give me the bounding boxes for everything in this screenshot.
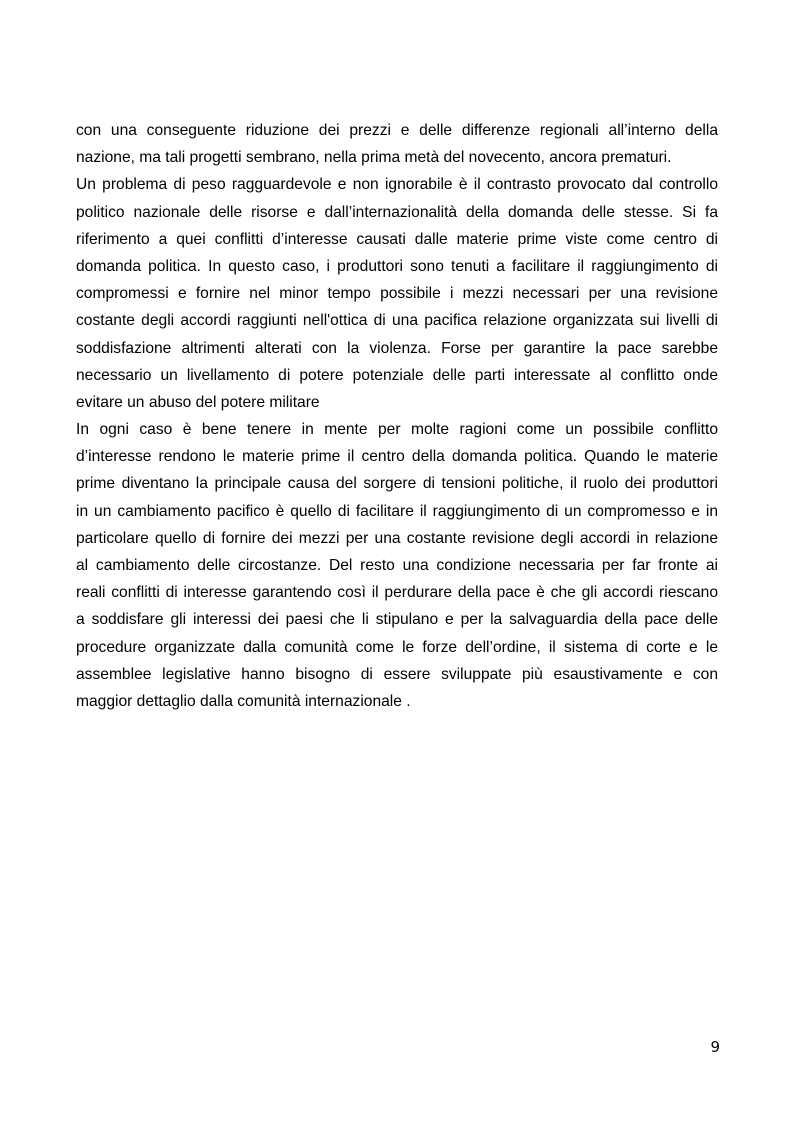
text-line: In ogni caso è bene tenere in mente per molte ragioni come un possibile conflitto <box>76 421 718 439</box>
text-line: con una conseguente riduzione dei prezzi e delle differenze regionali all’interno della <box>76 122 718 139</box>
text-line: costante degli accordi raggiunti nell'ottica di una pacifica relazione organizzata sui livelli di <box>76 312 718 330</box>
text-line: procedure organizzate dalla comunità come le forze dell’ordine, il sistema di corte e le <box>76 638 718 656</box>
text-line: a soddisfare gli interessi dei paesi che li stipulano e per la salvaguardia della pace delle <box>76 611 718 629</box>
text-line: politico nazionale delle risorse e dall’internazionalità della domanda delle stesse. Si fa <box>76 203 718 221</box>
text-line: compromessi e fornire nel minor tempo possibile i mezzi necessari per una revisione <box>76 285 718 303</box>
text-line: assemblee legislative hanno bisogno di essere sviluppate più esaustivamente e con <box>76 665 718 683</box>
text-line: d’interesse rendono le materie prime il centro della domanda politica. Quando le materie <box>76 448 718 466</box>
text-line: particolare quello di fornire dei mezzi per una costante revisione degli accordi in relazione <box>76 529 718 547</box>
text-line: nazione, ma tali progetti sembrano, nella prima metà del novecento, ancora prematuri. <box>76 149 672 167</box>
page-number: 9 <box>710 1038 720 1056</box>
text-line: prime diventano la principale causa del sorgere di tensioni politiche, il ruolo dei produttori <box>76 475 718 493</box>
text-line: riferimento a quei conflitti d’interesse causati dalle materie prime viste come centro di <box>76 230 718 248</box>
text-line: necessario un livellamento di potere potenziale delle parti interessate al conflitto onde <box>76 366 718 384</box>
text-line: Un problema di peso ragguardevole e non ignorabile è il contrasto provocato dal controllo <box>76 176 718 194</box>
text-line: reali conflitti di interesse garantendo così il perdurare della pace è che gli accordi riescano <box>76 584 718 602</box>
text-line: soddisfazione altrimenti alterati con la violenza. Forse per garantire la pace sarebbe <box>76 339 718 357</box>
text-line: maggior dettaglio dalla comunità internazionale . <box>76 692 411 710</box>
text-line: in un cambiamento pacifico è quello di facilitare il raggiungimento di un compromesso e in <box>76 502 718 520</box>
text-line: evitare un abuso del potere militare <box>76 393 320 411</box>
text-line: domanda politica. In questo caso, i produttori sono tenuti a facilitare il raggiungimento di <box>76 257 718 275</box>
body-text <box>76 117 718 715</box>
text-line: al cambiamento delle circostanze. Del resto una condizione necessaria per far fronte ai <box>76 557 718 574</box>
